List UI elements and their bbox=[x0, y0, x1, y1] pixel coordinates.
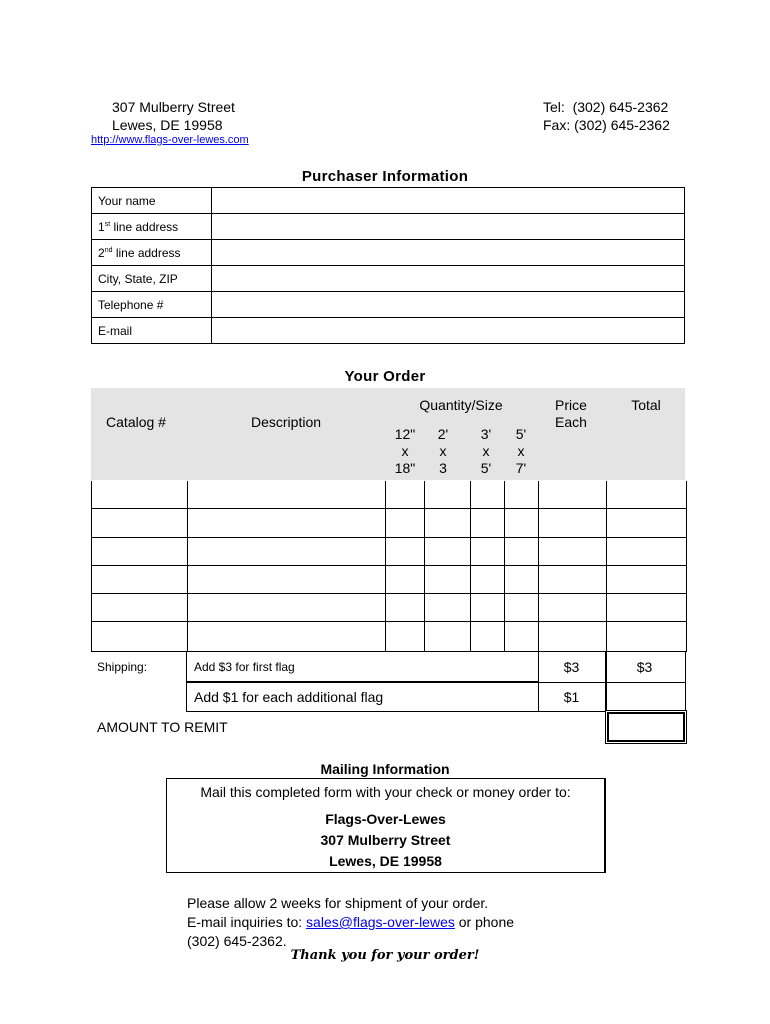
email-link[interactable]: sales@flags-over-lewes bbox=[306, 914, 455, 930]
table-row bbox=[92, 292, 685, 318]
city-address: Lewes, DE 19958 bbox=[112, 117, 223, 133]
size-2x3: 2' x 3 bbox=[437, 426, 449, 476]
quantity-size-header: Quantity/Size bbox=[419, 397, 503, 413]
table-row bbox=[92, 266, 685, 292]
city-state-zip-field[interactable] bbox=[212, 266, 685, 292]
address1-label: 1st line address bbox=[92, 214, 212, 240]
address2-label: 2nd line address bbox=[92, 240, 212, 266]
mailing-city: Lewes, DE 19958 bbox=[329, 853, 442, 869]
address1-field[interactable] bbox=[212, 214, 685, 240]
order-header bbox=[91, 388, 685, 480]
shipping-first-text: Add $3 for first flag bbox=[194, 660, 295, 674]
shipment-note: Please allow 2 weeks for shipment of your order. bbox=[187, 895, 489, 911]
thank-you-note: Thank you for your order! bbox=[290, 948, 480, 963]
name-field[interactable] bbox=[212, 188, 685, 214]
telephone: Tel: (302) 645-2362 bbox=[543, 99, 669, 115]
shipping-additional-price: $1 bbox=[563, 689, 580, 705]
order-grid[interactable] bbox=[91, 481, 687, 652]
shipping-first-total: $3 bbox=[636, 659, 653, 675]
shipping-label: Shipping: bbox=[97, 660, 148, 674]
telephone-label: Telephone # bbox=[92, 292, 212, 318]
fax: Fax: (302) 645-2362 bbox=[543, 117, 670, 133]
description-header: Description bbox=[250, 414, 322, 430]
telephone-field[interactable] bbox=[212, 292, 685, 318]
size-12x18: 12" x 18" bbox=[394, 426, 416, 476]
table-row bbox=[92, 214, 685, 240]
mailing-box bbox=[166, 778, 606, 873]
name-label: Your name bbox=[92, 188, 212, 214]
purchaser-title: Purchaser Information bbox=[301, 168, 469, 185]
purchaser-table bbox=[91, 187, 685, 344]
total-header: Total bbox=[631, 397, 661, 413]
table-row bbox=[92, 188, 685, 214]
website-link[interactable]: http://www.flags-over-lewes.com bbox=[91, 134, 249, 146]
mailing-street: 307 Mulberry Street bbox=[320, 832, 451, 848]
address2-field[interactable] bbox=[212, 240, 685, 266]
mailing-instruction: Mail this completed form with your check or money order to: bbox=[200, 784, 571, 800]
order-title: Your Order bbox=[344, 368, 426, 385]
shipping-first-price: $3 bbox=[563, 659, 580, 675]
phone-note: (302) 645-2362. bbox=[187, 933, 287, 949]
email-inquiries: E-mail inquiries to: sales@flags-over-lewes or phone bbox=[187, 914, 515, 930]
email-field[interactable] bbox=[212, 318, 685, 344]
catalog-header: Catalog # bbox=[106, 414, 166, 430]
table-row bbox=[92, 318, 685, 344]
shipping-additional-total-box[interactable] bbox=[605, 682, 686, 711]
shipping-additional-text: Add $1 for each additional flag bbox=[194, 689, 384, 705]
size-5x7: 5' x 7' bbox=[515, 426, 527, 476]
amount-to-remit-field[interactable] bbox=[607, 712, 685, 742]
mailing-name: Flags-Over-Lewes bbox=[325, 811, 446, 827]
mailing-title: Mailing Information bbox=[320, 761, 450, 777]
footer-text bbox=[187, 894, 514, 951]
city-state-zip-label: City, State, ZIP bbox=[92, 266, 212, 292]
price-header: Price Each bbox=[555, 397, 587, 430]
table-row bbox=[92, 240, 685, 266]
size-3x5: 3' x 5' bbox=[480, 426, 492, 476]
email-label: E-mail bbox=[92, 318, 212, 344]
street-address: 307 Mulberry Street bbox=[112, 99, 235, 115]
amount-to-remit-label: AMOUNT TO REMIT bbox=[97, 719, 228, 735]
